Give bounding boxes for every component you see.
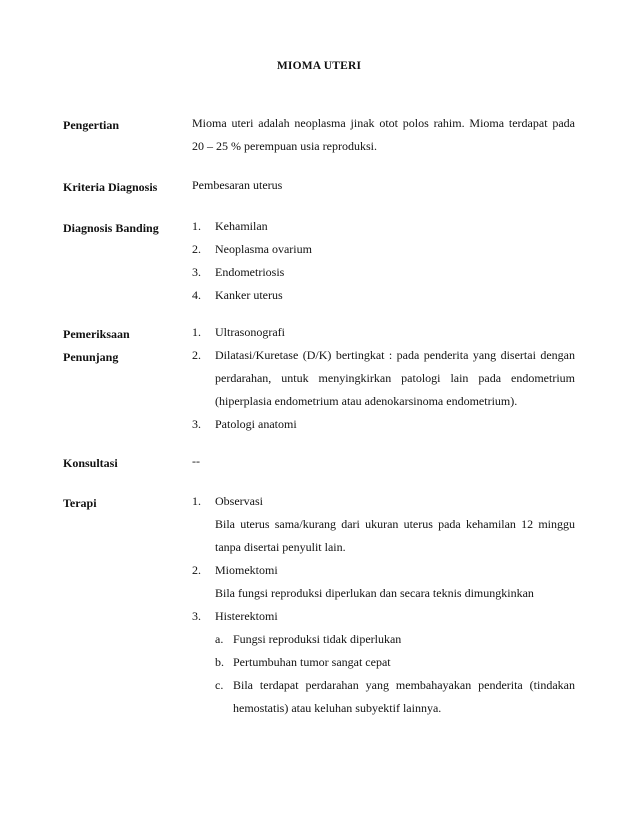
list-number: 2. [192, 563, 201, 577]
sub-list-text: Pertumbuhan tumor sangat cepat [233, 655, 391, 669]
list-number: 2. [192, 348, 201, 362]
list-number: 1. [192, 325, 201, 339]
list-item-line: perdarahan, untuk menyingkirkan patologi lain pada endometrium [215, 371, 575, 385]
sub-list-text: Fungsi reproduksi tidak diperlukan [233, 632, 402, 646]
sub-list-item [215, 674, 575, 720]
list-number: 3. [192, 609, 201, 623]
list-item-line: Bila fungsi reproduksi diperlukan dan secara teknis dimungkinkan [215, 586, 534, 600]
sub-list-letter: a. [215, 632, 224, 646]
banding-label: Diagnosis Banding [63, 221, 159, 235]
list-number: 1. [192, 494, 201, 508]
list-item [192, 284, 575, 307]
list-item-title: Observasi [215, 494, 263, 508]
list-item [192, 321, 575, 344]
list-item-text: Kanker uterus [215, 288, 283, 302]
list-number: 1. [192, 219, 201, 233]
penunjang-label: Penunjang [63, 350, 119, 364]
sub-list-line: hemostatis) atau keluhan subyektif lainnya. [233, 701, 442, 715]
list-item-text: Endometriosis [215, 265, 285, 279]
list-number: 3. [192, 417, 201, 431]
terapi-label: Terapi [63, 496, 97, 510]
sub-list-item [215, 628, 575, 651]
banding-list [192, 215, 575, 307]
list-item-line: tanpa disertai penyulit lain. [215, 540, 346, 554]
list-item-text: Ultrasonografi [215, 325, 285, 339]
list-item [192, 605, 575, 720]
konsultasi-text: -- [192, 454, 200, 468]
pemeriksaan-list [192, 321, 575, 436]
pengertian-line-1: Mioma uteri adalah neoplasma jinak otot polos rahim. Mioma terdapat pada [192, 116, 575, 130]
list-item [192, 238, 575, 261]
list-item-title: Histerektomi [215, 609, 278, 623]
pemeriksaan-label: Pemeriksaan [63, 327, 130, 341]
list-item [192, 261, 575, 284]
sub-list-item [215, 651, 575, 674]
list-number: 4. [192, 288, 201, 302]
list-item-title: Miomektomi [215, 563, 278, 577]
list-item-text: Neoplasma ovarium [215, 242, 312, 256]
pengertian-line-2: 20 – 25 % perempuan usia reproduksi. [192, 139, 377, 153]
konsultasi-label: Konsultasi [63, 456, 118, 470]
list-item [192, 344, 575, 413]
kriteria-text: Pembesaran uterus [192, 178, 283, 192]
list-item-text: Patologi anatomi [215, 417, 297, 431]
sub-list-letter: b. [215, 655, 224, 669]
list-item [192, 559, 575, 605]
kriteria-label: Kriteria Diagnosis [63, 180, 158, 194]
list-number: 2. [192, 242, 201, 256]
list-item [192, 490, 575, 559]
list-item-line: (hiperplasia endometrium atau adenokarsinoma endometrium). [215, 394, 518, 408]
sub-list-line: Bila terdapat perdarahan yang membahayakan penderita (tindakan [233, 678, 575, 692]
pengertian-label: Pengertian [63, 118, 119, 132]
list-item [192, 215, 575, 238]
list-item [192, 413, 575, 436]
pengertian-text [192, 112, 575, 158]
list-item-line: Bila uterus sama/kurang dari ukuran uterus pada kehamilan 12 minggu [215, 517, 575, 531]
sub-list-letter: c. [215, 678, 224, 692]
list-item-text: Kehamilan [215, 219, 268, 233]
list-number: 3. [192, 265, 201, 279]
document-title: MIOMA UTERI [276, 60, 362, 72]
list-item-line: Dilatasi/Kuretase (D/K) bertingkat : pada penderita yang disertai dengan [215, 348, 575, 362]
terapi-list [192, 490, 575, 720]
